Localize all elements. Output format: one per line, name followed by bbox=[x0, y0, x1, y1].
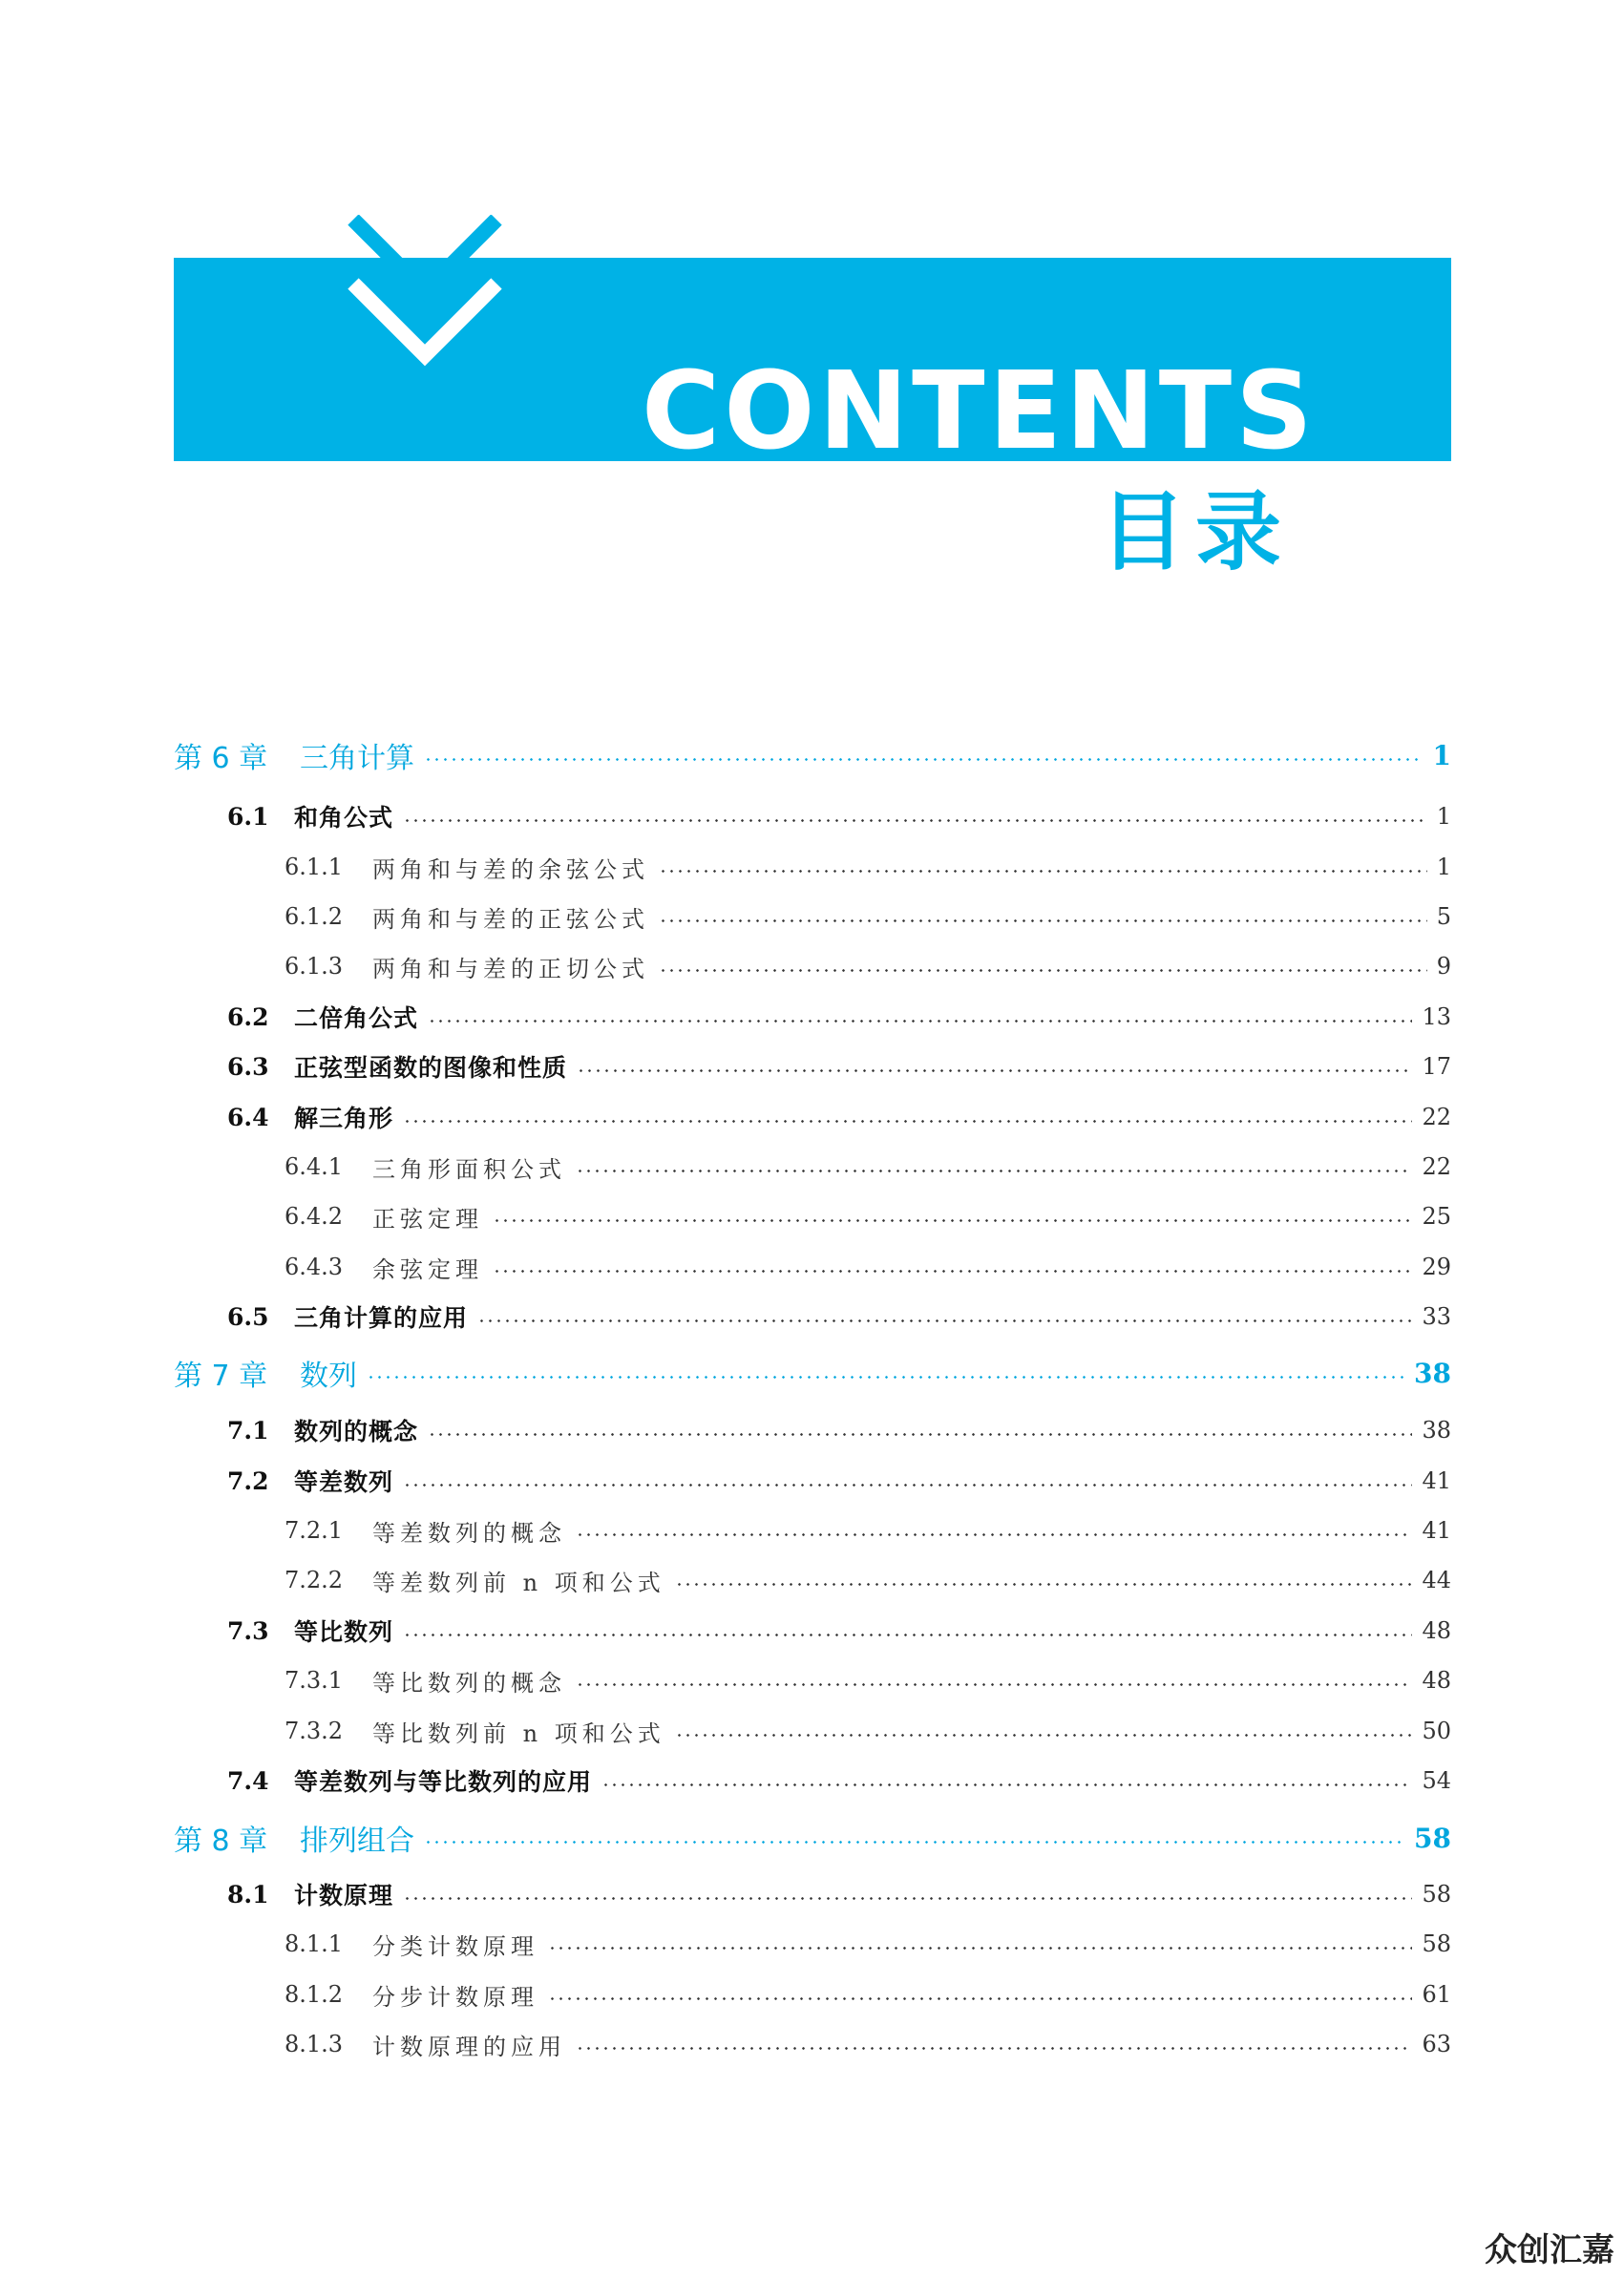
toc-page-number: 9 bbox=[1436, 953, 1451, 980]
dot-leader bbox=[367, 1376, 1404, 1379]
toc-sub-number: 6.1.3 bbox=[285, 953, 344, 980]
dot-leader bbox=[659, 870, 1427, 873]
toc-page-number: 50 bbox=[1422, 1718, 1451, 1744]
toc-section-title: 三角计算的应用 bbox=[294, 1304, 469, 1332]
toc-page-number: 25 bbox=[1422, 1203, 1451, 1230]
toc-sub-number: 8.1.1 bbox=[285, 1930, 344, 1957]
toc-sub-title: 两角和与差的正弦公式 bbox=[372, 905, 649, 933]
toc-section-title: 等差数列与等比数列的应用 bbox=[294, 1768, 593, 1796]
toc-sub-title: 余弦定理 bbox=[372, 1255, 483, 1283]
toc-chapter-number: 第 7 章 bbox=[174, 1360, 268, 1393]
toc-page-number: 38 bbox=[1422, 1417, 1451, 1444]
toc-section-title: 等比数列 bbox=[294, 1618, 394, 1646]
toc-sub-number: 7.3.1 bbox=[285, 1667, 344, 1694]
toc-chapter-row[interactable] bbox=[174, 736, 1451, 774]
toc-sub-row[interactable] bbox=[285, 1712, 1451, 1750]
dot-leader bbox=[477, 1319, 1412, 1322]
dot-leader bbox=[428, 1020, 1412, 1023]
dot-leader bbox=[403, 1120, 1412, 1123]
toc-section-number: 6.2 bbox=[227, 1002, 269, 1031]
toc-chapter-number: 第 8 章 bbox=[174, 1825, 268, 1858]
toc-sub-number: 6.1.2 bbox=[285, 903, 344, 930]
toc-section-title: 正弦型函数的图像和性质 bbox=[294, 1054, 568, 1082]
toc-section-row[interactable] bbox=[227, 1297, 1451, 1336]
toc-page-number: 58 bbox=[1422, 1930, 1451, 1957]
dot-leader bbox=[403, 1634, 1412, 1636]
dot-leader bbox=[675, 1583, 1413, 1586]
toc-chapter-title: 排列组合 bbox=[300, 1825, 414, 1858]
dot-leader bbox=[548, 1997, 1412, 2000]
toc-sub-number: 7.2.1 bbox=[285, 1517, 344, 1544]
toc-sub-number: 7.2.2 bbox=[285, 1567, 344, 1593]
toc-section-number: 8.1 bbox=[227, 1880, 269, 1909]
toc-section-number: 6.1 bbox=[227, 802, 269, 831]
toc-section-number: 6.4 bbox=[227, 1103, 269, 1131]
toc-sub-number: 6.1.1 bbox=[285, 854, 344, 880]
toc-section-row[interactable] bbox=[227, 1411, 1451, 1449]
toc-chapter-row[interactable] bbox=[174, 1819, 1451, 1857]
toc-section-number: 7.4 bbox=[227, 1766, 269, 1795]
toc-sub-title: 两角和与差的余弦公式 bbox=[372, 855, 649, 883]
dot-leader bbox=[493, 1219, 1412, 1222]
toc-chapter-title: 数列 bbox=[300, 1360, 357, 1393]
toc-section-title: 和角公式 bbox=[294, 804, 394, 832]
toc-sub-row[interactable] bbox=[285, 1925, 1451, 1963]
toc-section-row[interactable] bbox=[227, 1612, 1451, 1650]
toc-page-number: 1 bbox=[1436, 854, 1451, 880]
toc-page-number: 22 bbox=[1422, 1153, 1451, 1180]
toc-page-number: 33 bbox=[1422, 1303, 1451, 1330]
toc-sub-title: 正弦定理 bbox=[372, 1205, 483, 1233]
toc-section-row[interactable] bbox=[227, 1761, 1451, 1800]
toc-section-row[interactable] bbox=[227, 797, 1451, 835]
dot-leader bbox=[403, 1897, 1412, 1900]
toc-page-number: 48 bbox=[1422, 1667, 1451, 1694]
toc-sub-row[interactable] bbox=[285, 2025, 1451, 2063]
toc-page-number: 22 bbox=[1422, 1104, 1451, 1130]
contents-title: CONTENTS bbox=[642, 349, 1317, 474]
toc-page-number: 41 bbox=[1422, 1517, 1451, 1544]
toc-section-row[interactable] bbox=[227, 1462, 1451, 1500]
mulu-title: 目录 bbox=[1100, 482, 1291, 582]
toc-section-number: 7.1 bbox=[227, 1416, 269, 1445]
dot-leader bbox=[576, 1170, 1412, 1172]
dot-leader bbox=[576, 2047, 1412, 2050]
toc-sub-row[interactable] bbox=[285, 1248, 1451, 1286]
toc-section-number: 6.3 bbox=[227, 1052, 269, 1081]
toc-page-number: 38 bbox=[1414, 1357, 1451, 1389]
toc-sub-title: 等比数列前 n 项和公式 bbox=[372, 1719, 665, 1747]
toc-section-row[interactable] bbox=[227, 1098, 1451, 1136]
dot-leader bbox=[576, 1533, 1412, 1536]
toc-section-title: 解三角形 bbox=[294, 1105, 394, 1132]
toc-sub-title: 计数原理的应用 bbox=[372, 2033, 566, 2060]
toc-section-title: 数列的概念 bbox=[294, 1418, 419, 1445]
dot-leader bbox=[601, 1783, 1412, 1786]
toc-page-number: 29 bbox=[1422, 1254, 1451, 1280]
toc-section-title: 计数原理 bbox=[294, 1882, 394, 1909]
toc-sub-row[interactable] bbox=[285, 947, 1451, 985]
toc-page-number: 44 bbox=[1422, 1567, 1451, 1593]
toc-sub-number: 7.3.2 bbox=[285, 1718, 344, 1744]
toc-section-row[interactable] bbox=[227, 1875, 1451, 1913]
dot-leader bbox=[548, 1947, 1412, 1950]
toc-section-title: 二倍角公式 bbox=[294, 1004, 419, 1032]
toc-sub-row[interactable] bbox=[285, 848, 1451, 886]
toc-sub-title: 等差数列前 n 项和公式 bbox=[372, 1569, 665, 1596]
toc-chapter-row[interactable] bbox=[174, 1354, 1451, 1392]
toc-page-number: 13 bbox=[1422, 1003, 1451, 1030]
dot-leader bbox=[403, 1484, 1412, 1487]
toc-section-number: 6.5 bbox=[227, 1302, 269, 1331]
toc-page-number: 54 bbox=[1422, 1767, 1451, 1794]
toc-sub-title: 三角形面积公式 bbox=[372, 1155, 566, 1183]
dot-leader bbox=[577, 1069, 1412, 1072]
toc-page-number: 17 bbox=[1422, 1053, 1451, 1080]
toc-sub-number: 8.1.3 bbox=[285, 2031, 344, 2057]
toc-page-number: 63 bbox=[1422, 2031, 1451, 2057]
toc-sub-title: 分步计数原理 bbox=[372, 1983, 538, 2011]
toc-sub-row[interactable] bbox=[285, 897, 1451, 936]
toc-sub-number: 6.4.3 bbox=[285, 1254, 344, 1280]
toc-page-number: 48 bbox=[1422, 1617, 1451, 1644]
toc-section-title: 等差数列 bbox=[294, 1468, 394, 1496]
toc-section-number: 7.2 bbox=[227, 1466, 269, 1495]
toc-sub-number: 6.4.2 bbox=[285, 1203, 344, 1230]
toc-page-number: 58 bbox=[1414, 1822, 1451, 1854]
toc-page-number: 1 bbox=[1436, 803, 1451, 830]
dot-leader bbox=[424, 1841, 1404, 1844]
dot-leader bbox=[428, 1433, 1412, 1436]
toc-sub-row[interactable] bbox=[285, 1511, 1451, 1550]
toc-section-row[interactable] bbox=[227, 998, 1451, 1036]
dot-leader bbox=[424, 758, 1424, 761]
toc-page-number: 5 bbox=[1436, 903, 1451, 930]
toc-page-number: 61 bbox=[1422, 1981, 1451, 2008]
toc-sub-row[interactable] bbox=[285, 1975, 1451, 2014]
toc-chapter-number: 第 6 章 bbox=[174, 742, 268, 775]
dot-leader bbox=[675, 1734, 1413, 1737]
toc-section-row[interactable] bbox=[227, 1047, 1451, 1086]
toc-page-number: 41 bbox=[1422, 1467, 1451, 1494]
dot-leader bbox=[403, 819, 1427, 822]
toc-sub-row[interactable] bbox=[285, 1148, 1451, 1186]
watermark: 众创汇嘉 bbox=[1485, 2231, 1614, 2269]
toc-sub-title: 两角和与差的正切公式 bbox=[372, 955, 649, 982]
toc-sub-title: 等差数列的概念 bbox=[372, 1519, 566, 1547]
toc-sub-number: 8.1.2 bbox=[285, 1981, 344, 2008]
toc-sub-title: 等比数列的概念 bbox=[372, 1669, 566, 1697]
dot-leader bbox=[659, 969, 1427, 972]
toc-sub-title: 分类计数原理 bbox=[372, 1932, 538, 1960]
toc-sub-row[interactable] bbox=[285, 1197, 1451, 1235]
dot-leader bbox=[659, 919, 1427, 922]
toc-section-number: 7.3 bbox=[227, 1616, 269, 1645]
toc-sub-row[interactable] bbox=[285, 1561, 1451, 1599]
toc-page-number: 1 bbox=[1432, 739, 1451, 771]
toc-sub-row[interactable] bbox=[285, 1661, 1451, 1699]
toc-chapter-title: 三角计算 bbox=[300, 742, 414, 775]
dot-leader bbox=[576, 1683, 1412, 1686]
dot-leader bbox=[493, 1270, 1412, 1273]
toc-page-number: 58 bbox=[1422, 1881, 1451, 1908]
toc-sub-number: 6.4.1 bbox=[285, 1153, 344, 1180]
